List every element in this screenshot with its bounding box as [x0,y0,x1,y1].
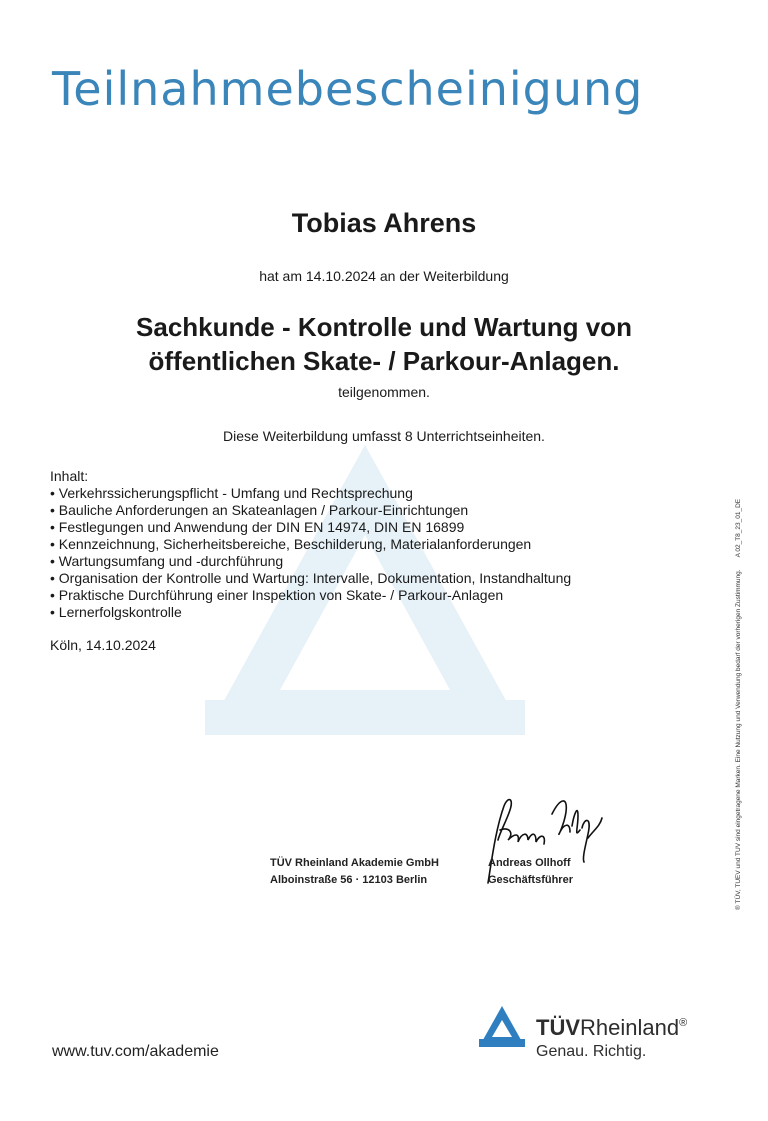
course-title-line-1: Sachkunde - Kontrolle und Wartung von [136,312,632,342]
attendance-line: hat am 14.10.2024 an der Weiterbildung [259,268,509,284]
tuv-triangle-logo-icon [478,1005,526,1049]
list-item: • Organisation der Kontrolle und Wartung: Intervalle, Dokumentation, Instandhaltung [50,570,571,587]
signer-block [488,855,573,889]
list-item: • Praktische Durchführung einer Inspektion von Skate- / Parkour-Anlagen [50,587,571,604]
list-item: • Bauliche Anforderungen an Skateanlagen / Parkour-Einrichtungen [50,502,571,519]
course-title [0,310,768,378]
organization-block [270,855,439,889]
trademark-note: ® TÜV, TUEV und TUV sind eingetragene Marken. Eine Nutzung und Verwendung bedarf der vorherigen Zustimmung. [735,569,742,910]
list-item: • Kennzeichnung, Sicherheitsbereiche, Beschilderung, Materialanforderungen [50,536,571,553]
registered-mark: ® [679,1017,688,1029]
course-title-line-2: öffentlichen Skate- / Parkour-Anlagen. [148,346,620,376]
form-reference: A 02_T8_23_01_DE [735,498,742,558]
content-heading: Inhalt: [50,468,89,484]
side-note [736,420,748,910]
list-item: • Festlegungen und Anwendung der DIN EN 14974, DIN EN 16899 [50,519,571,536]
list-item: • Verkehrssicherungspflicht - Umfang und Rechtsprechung [50,485,571,502]
content-list [50,485,571,621]
brand-logo-text [536,1015,687,1041]
brand-regular: Rheinland [580,1015,680,1040]
place-date: Köln, 14.10.2024 [50,637,156,653]
participated-text: teilgenommen. [338,384,430,400]
list-item: • Wartungsumfang und -durchführung [50,553,571,570]
organization-name: TÜV Rheinland Akademie GmbH [270,857,439,869]
slogan: Genau. Richtig. [536,1043,647,1060]
website-link[interactable]: www.tuv.com/akademie [52,1043,219,1060]
signer-role: Geschäftsführer [488,874,573,886]
participant-name: Tobias Ahrens [291,208,477,238]
organization-address: Alboinstraße 56 · 12103 Berlin [270,874,428,886]
content-section [50,468,571,621]
units-line: Diese Weiterbildung umfasst 8 Unterrichtseinheiten. [223,428,545,444]
page-title: Teilnahmebescheinigung [52,62,644,116]
list-item: • Lernerfolgskontrolle [50,604,571,621]
signer-name: Andreas Ollhoff [488,857,571,869]
brand-bold: TÜV [536,1015,580,1040]
